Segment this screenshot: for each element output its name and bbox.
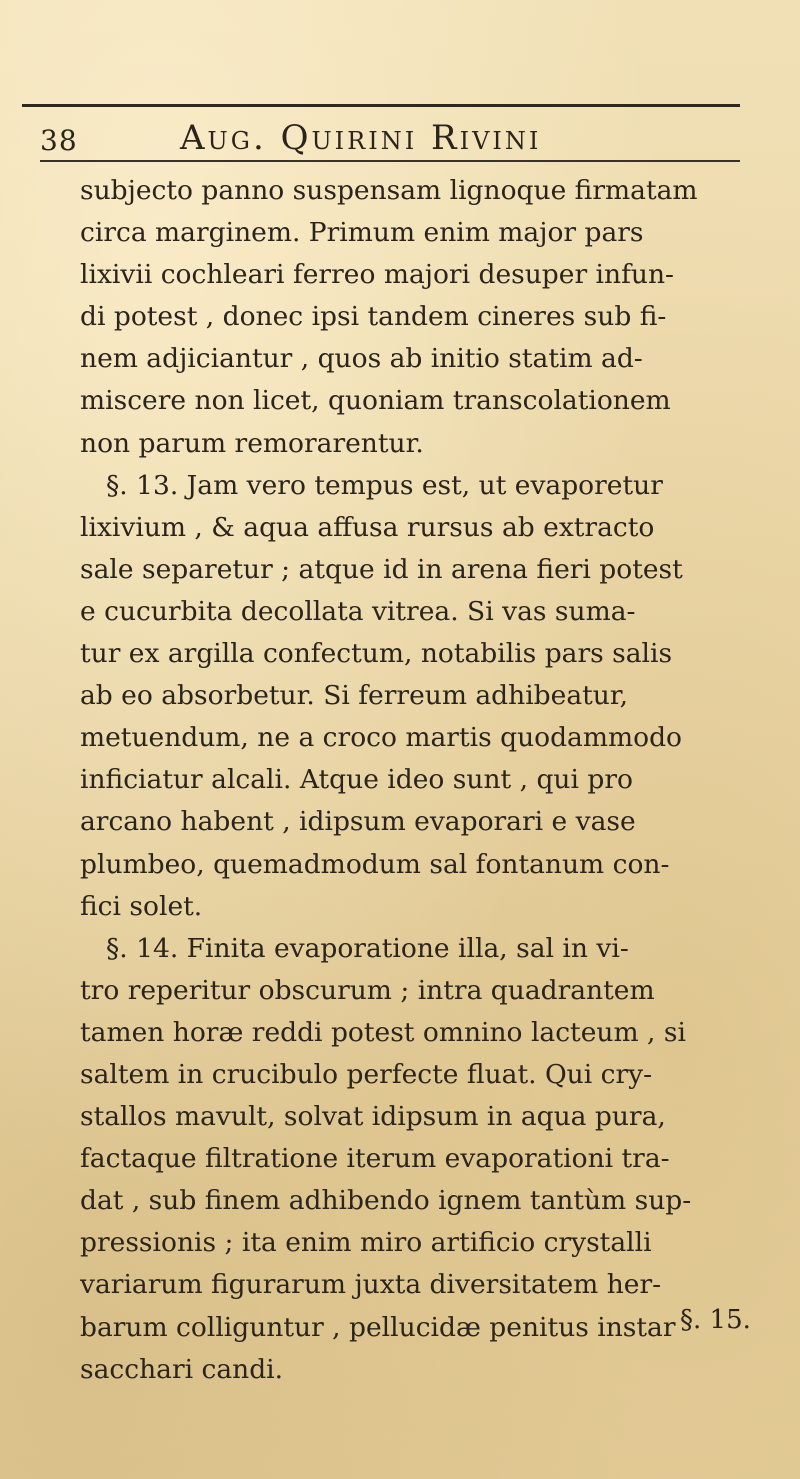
text-line: saltem in crucibulo perfecte fluat. Qui cry- — [80, 1058, 653, 1090]
text-line: dat , sub finem adhibendo ignem tantùm sup- — [80, 1185, 692, 1217]
text-line: §. 13. Jam vero tempus est, ut evaporetur — [106, 469, 663, 501]
running-head: Aug. Quirini Rivini — [180, 118, 542, 158]
text-line: non parum remorarentur. — [80, 427, 424, 459]
text-line: lixivium , & aqua affusa rursus ab extracto — [80, 511, 655, 543]
text-line: stallos mavult, solvat idipsum in aqua pura, — [80, 1101, 666, 1133]
page-header — [40, 112, 740, 160]
text-line: di potest , donec ipsi tandem cineres sub fi- — [80, 301, 667, 333]
text-line: tamen horæ reddi potest omnino lacteum , si — [80, 1016, 686, 1048]
text-line: e cucurbita decollata vitrea. Si vas suma- — [80, 595, 636, 627]
text-line: miscere non licet, quoniam transcolationem — [80, 385, 671, 417]
text-line: tur ex argilla confectum, notabilis pars salis — [80, 638, 673, 670]
text-line: tro reperitur obscurum ; intra quadrantem — [80, 974, 655, 1006]
text-line: metuendum, ne a croco martis quodammodo — [80, 722, 682, 754]
text-line: subjecto panno suspensam lignoque firmatam — [80, 175, 698, 206]
text-line: barum colliguntur , pellucidæ penitus instar — [80, 1311, 676, 1343]
text-line: nem adjiciantur , quos ab initio statim ad- — [80, 343, 643, 375]
text-line: ab eo absorbetur. Si ferreum adhibeatur, — [80, 680, 629, 712]
text-line: §. 14. Finita evaporatione illa, sal in vi- — [106, 932, 629, 964]
header-rule-bottom — [40, 160, 740, 162]
text-line: lixivii cochleari ferreo majori desuper infun- — [80, 259, 674, 291]
body-text — [80, 170, 744, 1391]
text-line: variarum figurarum juxta diversitatem her- — [80, 1269, 662, 1301]
header-rule-top — [22, 104, 740, 107]
text-line: plumbeo, quemadmodum sal fontanum con- — [80, 848, 670, 880]
text-line: factaque filtratione iterum evaporationi tra- — [80, 1143, 670, 1175]
catchword: §. 15. — [680, 1305, 751, 1335]
text-line: circa marginem. Primum enim major pars — [80, 217, 644, 249]
text-line: pressionis ; ita enim miro artificio crystalli — [80, 1227, 652, 1259]
text-line: sacchari candi. — [80, 1353, 284, 1385]
text-line: sale separetur ; atque id in arena fieri potest — [80, 553, 683, 585]
text-line: fici solet. — [80, 890, 203, 922]
text-line: inficiatur alcali. Atque ideo sunt , qui pro — [80, 764, 633, 796]
page-number: 38 — [40, 124, 78, 157]
text-line: arcano habent , idipsum evaporari e vase — [80, 806, 636, 838]
